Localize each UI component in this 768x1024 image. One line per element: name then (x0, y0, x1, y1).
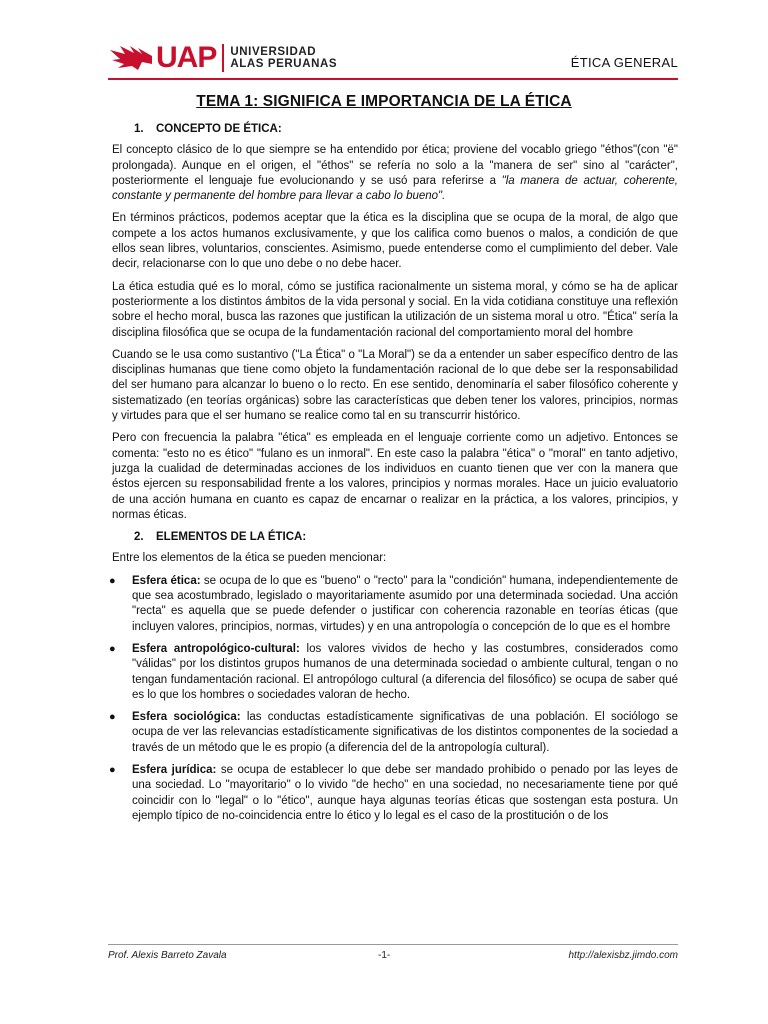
list-item-term: Esfera sociológica: (132, 711, 241, 724)
paragraph-text: El concepto clásico de lo que siempre se ha entendido por ética; proviene del vocablo griego "éthos"(con "ë" prolongada). Aunque en el origen, el "éthos" se refería no solo a la "manera de ser" sino al "carácter", posteriormente el lenguaje fue evolucionando y se usó para referirse a (112, 144, 678, 187)
course-name: ÉTICA GENERAL (570, 55, 678, 70)
list-item-text: las conductas estadísticamente significativas de una población. El sociólogo se ocupa de ver las relevancias estadísticamente significativas de los distintos componentes de la sociedad a través de un método que le es propio (a diferencia del de la antropología cultural). (132, 711, 678, 754)
section-title: ELEMENTOS DE LA ÉTICA: (156, 531, 307, 544)
list-item-term: Esfera antropológico-cultural: (132, 642, 300, 655)
paragraph (112, 143, 678, 204)
paragraph: Cuando se le usa como sustantivo ("La Ética" o "La Moral") se da a entender un saber específico dentro de las disciplinas humanas que tiene como objeto la fundamentación racional de lo que debe ser la responsabilidad del ser humano para alcanzar lo bueno o lo recto. En ese sentido, denominaría el saber filosófico coherente y sistematizado (en teorías orgánicas) sobre las características que deben tener los valores, principios, normas y virtudes para que el ser humano se realice como tal en su transcurrir histórico. (112, 348, 678, 423)
logo-mark: UAP (156, 41, 217, 74)
page-header (108, 40, 678, 80)
bullet-icon: ● (109, 763, 116, 776)
header-divider (108, 78, 678, 80)
list-item-text: los valores vividos de hecho y las costumbres, considerados como "válidas" por los distintos grupos humanos de una determinada sociedad o ambiente cultural, tengan o no tengan fundamentación racional. El antropólogo cultural (a diferencia del filosófico) se ocupa de saber qué es lo que los hombres o sociedades valoran de hecho. (132, 642, 678, 701)
paragraph: Entre los elementos de la ética se pueden mencionar: (112, 552, 387, 565)
list-item (109, 642, 678, 703)
list-item (109, 763, 678, 824)
list-item-term: Esfera jurídica: (132, 763, 217, 776)
paragraph: La ética estudia qué es lo moral, cómo se justifica racionalmente un sistema moral, y cómo se ha de aplicar posteriormente a los distintos ámbitos de la vida personal y social. En la vida cotidiana constituye una reflexión sobre el hecho moral, busca las razones que justifican la utilización de un sistema moral u otro. "Ética" sería la disciplina filosófica que se ocupa de la fundamentación racional del comportamiento moral del hombre (112, 280, 678, 339)
paragraph-italic-quote: "la manera de actuar, coherente, constante y permanente del hombre para llevar a cabo lo bueno". (112, 174, 678, 203)
bullet-icon: ● (109, 574, 116, 587)
footer-divider (108, 944, 678, 945)
section-2-heading (112, 530, 678, 545)
university-logo (108, 40, 337, 76)
elements-list (109, 574, 678, 824)
list-item-text: se ocupa de establecer lo que debe ser mandado prohibido o penado por las leyes de una sociedad. Lo "mayoritario" o lo vivido "de hecho" en una sociedad, no necesariamente tiene por qué coincidir con lo "legal" o lo "ético", aunque haya algunas teorías éticas que sostengan esta postura. Un ejemplo típico de no-coincidencia entre lo ético y lo legal es el caso de la prostitución o de los (132, 763, 678, 822)
logo-line-2: ALAS PERUANAS (230, 58, 338, 70)
list-item (109, 574, 678, 635)
logo-divider (222, 44, 224, 72)
paragraph: Pero con frecuencia la palabra "ética" es empleada en el lenguaje corriente como un adjetivo. Entonces se comenta: "esto no es ético" "fulano es un inmoral". En este caso la palabra "ética" o "moral" en tanto adjetivo, juzga la cualidad de determinadas acciones de los individuos en cuanto tienen que ver con la manera que éstos ejercen su responsabilidad frente a los valores, principios y normas morales. Hace un juicio evaluatorio de una acción humana en cuanto es capaz de encarnar o realizar en la práctica, a los valores, principios, y normas éticas. (112, 432, 678, 521)
section-1-heading (112, 122, 678, 137)
bullet-icon: ● (109, 642, 116, 655)
section-number: 1. (134, 123, 144, 135)
document-body (109, 118, 678, 831)
bullet-icon: ● (109, 711, 116, 724)
list-item (109, 710, 678, 756)
page-title: TEMA 1: SIGNIFICA E IMPORTANCIA DE LA ÉTICA (196, 93, 572, 110)
section-title: CONCEPTO DE ÉTICA: (156, 123, 282, 135)
paragraph: En términos prácticos, podemos aceptar que la ética es la disciplina que se ocupa de la moral, de algo que compete a los actos humanos exclusivamente, y que los califica como buenos o malos, a condición de que ellos sean libres, voluntarios, conscientes. Asimismo, puede entenderse como el cumplimiento del deber. Vale decir, relacionarse con lo que uno debe o no debe hacer. (112, 212, 678, 271)
footer-url[interactable]: http://alexisbz.jimdo.com (568, 950, 678, 961)
section-number: 2. (134, 531, 144, 544)
logo-wordmark (230, 46, 337, 70)
list-item-term: Esfera ética: (132, 574, 201, 587)
footer-author: Prof. Alexis Barreto Zavala (108, 950, 227, 961)
logo-line-1: UNIVERSIDAD (230, 46, 317, 58)
page-number: -1- (378, 950, 391, 961)
winged-emblem-icon (108, 42, 154, 74)
list-item-text: se ocupa de lo que es "bueno" o "recto" para la "condición" humana, independientemente de que sea acostumbrado, legislado o mayoritariamente asumido por una determinada sociedad. Una acción "recta" es aquella que se puede defender o justificar con coherencia razonable en teorías éticas (que incluyen valores, principios, normas, virtudes) y en una antropología o concepción de lo que es el hombre (132, 574, 678, 633)
